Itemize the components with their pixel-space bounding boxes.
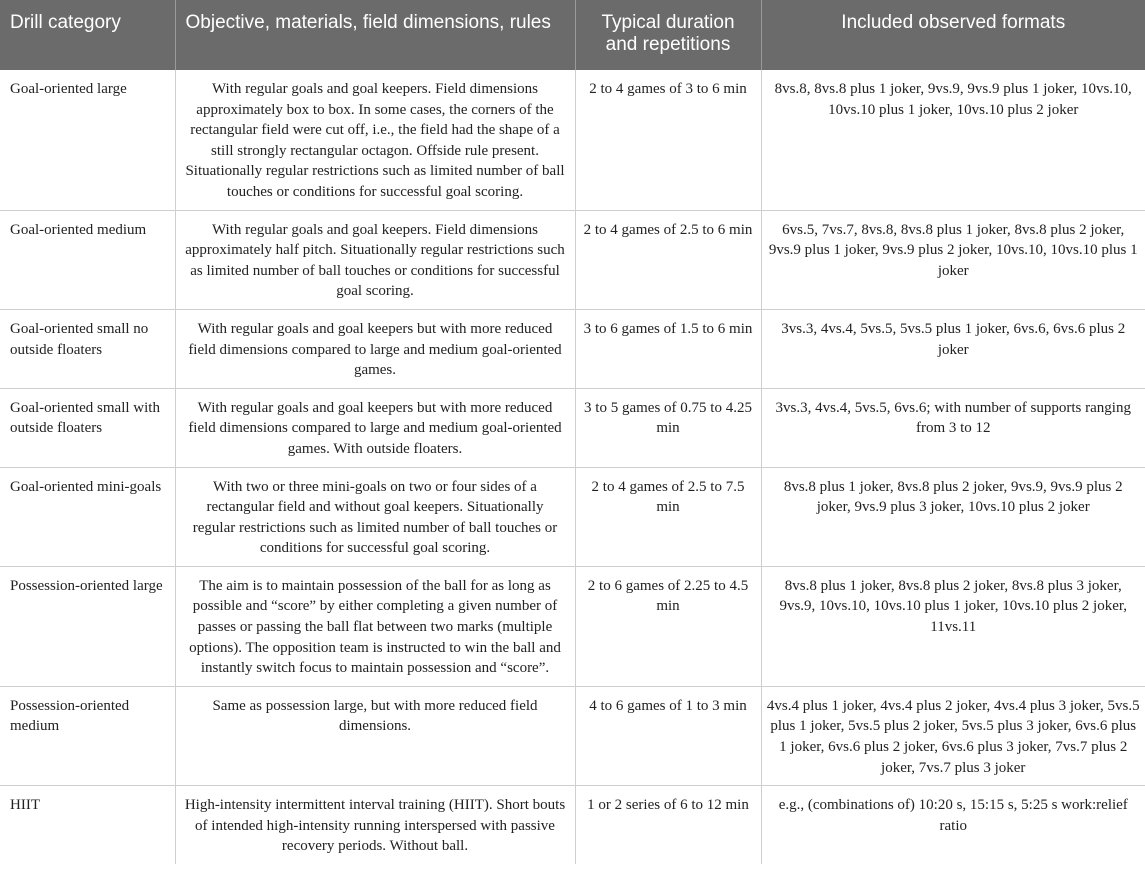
cell-duration: 1 or 2 series of 6 to 12 min bbox=[575, 786, 761, 864]
cell-category: Goal-oriented small with outside floaters bbox=[0, 388, 175, 467]
cell-formats: 3vs.3, 4vs.4, 5vs.5, 5vs.5 plus 1 joker, 6vs.6, 6vs.6 plus 2 joker bbox=[761, 309, 1145, 388]
cell-formats: e.g., (combinations of) 10:20 s, 15:15 s, 5:25 s work:relief ratio bbox=[778, 797, 1128, 834]
cell-duration: 3 to 5 games of 0.75 to 4.25 min bbox=[575, 388, 761, 467]
cell-formats: 8vs.8, 8vs.8 plus 1 joker, 9vs.9, 9vs.9 plus 1 joker, 10vs.10, 10vs.10 plus 1 joker, 10vs.10 plus 2 joker bbox=[761, 70, 1145, 210]
table-header bbox=[0, 0, 1145, 70]
cell-category: Goal-oriented small no outside floaters bbox=[0, 309, 175, 388]
header-objective: Objective, materials, field dimensions, rules bbox=[175, 0, 575, 70]
table-row bbox=[0, 309, 1145, 388]
cell-duration: 3 to 6 games of 1.5 to 6 min bbox=[575, 309, 761, 388]
table-row bbox=[0, 388, 1145, 467]
cell-formats: 6vs.5, 7vs.7, 8vs.8, 8vs.8 plus 1 joker, 8vs.8 plus 2 joker, 9vs.9 plus 1 joker, 9vs.9 plus 2 joker, 10vs.10, 10vs.10 plus 1 joker bbox=[761, 210, 1145, 309]
cell-objective: Same as possession large, but with more reduced field dimensions. bbox=[175, 686, 575, 785]
cell-formats: 8vs.8 plus 1 joker, 8vs.8 plus 2 joker, 9vs.9, 9vs.9 plus 2 joker, 9vs.9 plus 3 joker, 10vs.10 plus 2 joker bbox=[761, 467, 1145, 566]
table-row bbox=[0, 210, 1145, 309]
cell-objective: With regular goals and goal keepers. Field dimensions approximately half pitch. Situationally regular restrictions such as limited number of ball touches or conditions for successful goal scoring. bbox=[175, 210, 575, 309]
table-body bbox=[0, 70, 1145, 864]
header-formats: Included observed formats bbox=[761, 0, 1145, 70]
cell-category: Goal-oriented medium bbox=[0, 210, 175, 309]
cell-duration: 2 to 4 games of 3 to 6 min bbox=[575, 70, 761, 210]
cell-objective: With regular goals and goal keepers. Field dimensions approximately box to box. In some cases, the corners of the rectangular field were cut off, i.e., the field had the shape of a still strongly rectangular octagon. Offside rule present. Situationally regular restrictions such as limited number of ball touches or conditions for successful goal scoring. bbox=[175, 70, 575, 210]
cell-objective: With two or three mini-goals on two or four sides of a rectangular field and without goal keepers. Situationally regular restrictions such as limited number of ball touches or conditions for successful goal scoring. bbox=[175, 467, 575, 566]
cell-category: HIIT bbox=[0, 786, 175, 864]
table-row bbox=[0, 686, 1145, 785]
cell-duration: 2 to 4 games of 2.5 to 6 min bbox=[575, 210, 761, 309]
cell-duration: 2 to 4 games of 2.5 to 7.5 min bbox=[575, 467, 761, 566]
cell-category: Possession-oriented large bbox=[0, 566, 175, 686]
header-drill-category: Drill category bbox=[0, 0, 175, 70]
cell-category: Possession-oriented medium bbox=[0, 686, 175, 785]
header-row bbox=[0, 0, 1145, 70]
cell-duration: 4 to 6 games of 1 to 3 min bbox=[575, 686, 761, 785]
table-row bbox=[0, 70, 1145, 210]
table-row bbox=[0, 786, 1145, 864]
cell-objective: High-intensity intermittent interval training (HIIT). Short bouts of intended high-intensity running interspersed with passive recovery periods. Without ball. bbox=[175, 786, 575, 864]
cell-formats: 8vs.8 plus 1 joker, 8vs.8 plus 2 joker, 8vs.8 plus 3 joker, 9vs.9, 10vs.10, 10vs.10 plus 1 joker, 10vs.10 plus 2 joker, 11vs.11 bbox=[761, 566, 1145, 686]
cell-formats: 4vs.4 plus 1 joker, 4vs.4 plus 2 joker, 4vs.4 plus 3 joker, 5vs.5 plus 1 joker, 5vs.5 plus 2 joker, 5vs.5 plus 3 joker, 6vs.6 plus 1 joker, 6vs.6 plus 2 joker, 6vs.6 plus 3 joker, 7vs.7 plus 2 joker, 7vs.7 plus 3 joker bbox=[761, 686, 1145, 785]
header-duration: Typical duration and repetitions bbox=[575, 0, 761, 70]
cell-formats: 3vs.3, 4vs.4, 5vs.5, 6vs.6; with number of supports ranging from 3 to 12 bbox=[761, 388, 1145, 467]
cell-objective: With regular goals and goal keepers but with more reduced field dimensions compared to large and medium goal-oriented games. bbox=[175, 309, 575, 388]
cell-objective: With regular goals and goal keepers but with more reduced field dimensions compared to large and medium goal-oriented games. With outside floaters. bbox=[175, 388, 575, 467]
table-row bbox=[0, 467, 1145, 566]
table-row bbox=[0, 566, 1145, 686]
cell-category: Goal-oriented mini-goals bbox=[0, 467, 175, 566]
cell-category: Goal-oriented large bbox=[0, 70, 175, 210]
cell-duration: 2 to 6 games of 2.25 to 4.5 min bbox=[575, 566, 761, 686]
cell-objective: The aim is to maintain possession of the ball for as long as possible and “score” by either completing a given number of passes or passing the ball flat between two marks (multiple options). The opposition team is instructed to win the ball and instantly switch focus to maintain possession and “score”. bbox=[175, 566, 575, 686]
